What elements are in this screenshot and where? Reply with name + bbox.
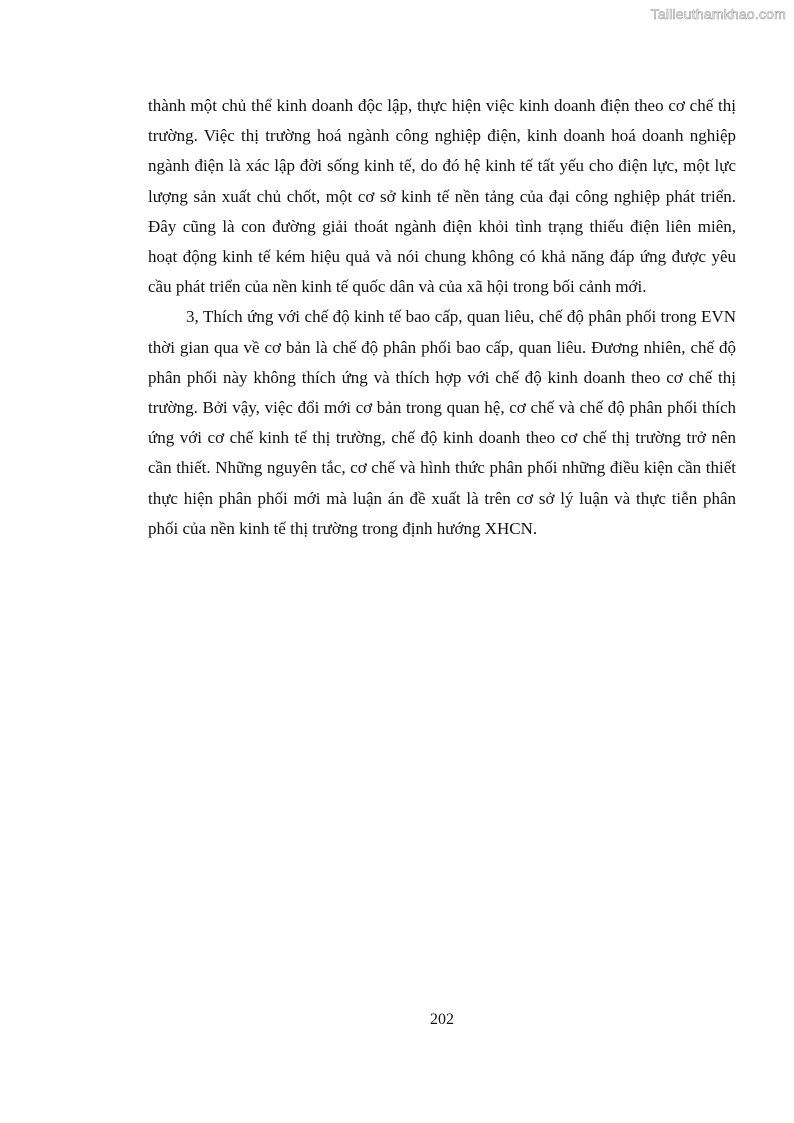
watermark: Tailieuthamkhao.com — [650, 6, 786, 22]
paragraph-point-3: 3, Thích ứng với chế độ kinh tế bao cấp, quan liêu, chế độ phân phối trong EVN thời gian qua về cơ bản là chế độ phân phối bao cấp, quan liêu. Đương nhiên, chế độ phân phối này không thích ứng và thích hợp với chế độ kinh doanh theo cơ chế thị trường. Bởi vậy, việc đổi mới cơ bản trong quan hệ, cơ chế và chế độ phân phối thích ứng với cơ chế kinh tế thị trường, chế độ kinh doanh theo cơ chế thị trường trở nên cần thiết. Những nguyên tắc, cơ chế và hình thức phân phối những điều kiện cần thiết thực hiện phân phối mới mà luận án đề xuất là trên cơ sở lý luận và thực tiễn phân phối của nền kinh tế thị trường trong định hướng XHCN. — [148, 307, 736, 538]
paragraph-continuation: thành một chủ thể kinh doanh độc lập, thực hiện việc kinh doanh điện theo cơ chế thị trường. Việc thị trường hoá ngành công nghiệp điện, kinh doanh hoá doanh nghiệp ngành điện là xác lập đời sống kinh tế, do đó hệ kinh tế tất yếu cho điện lực, một lực lượng sản xuất chủ chốt, một cơ sở kinh tế nền tảng của đại công nghiệp phát triển. Đây cũng là con đường giải thoát ngành điện khỏi tình trạng thiếu điện liên miên, hoạt động kinh tế kém hiệu quả và nói chung không có khả năng đáp ứng được yêu cầu phát triển của nền kinh tế quốc dân và của xã hội trong bối cảnh mới. — [148, 96, 736, 297]
page-number: 202 — [430, 1011, 454, 1028]
document-body — [148, 91, 736, 544]
